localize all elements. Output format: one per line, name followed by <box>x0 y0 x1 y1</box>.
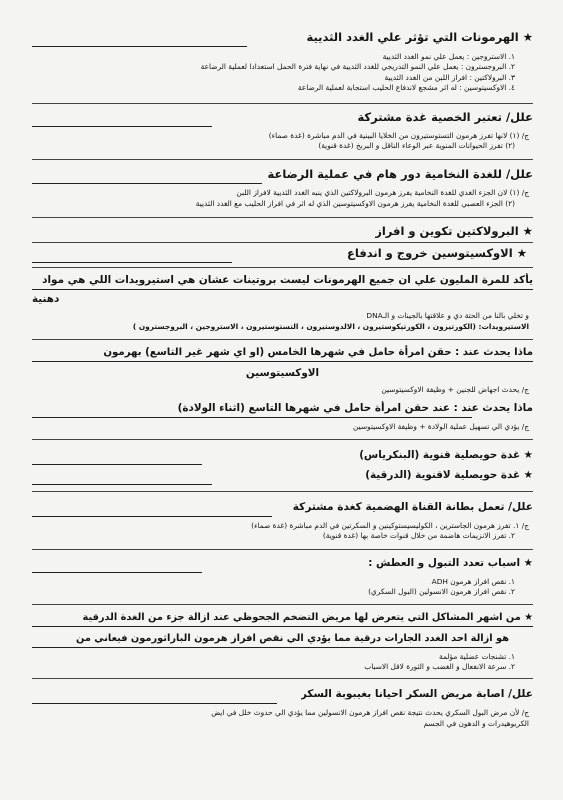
divider <box>32 484 212 485</box>
section-heading-continued: الاوكسيتوسين <box>245 367 320 380</box>
answer-line: الكربوهيدرات و الدهون في الجسم <box>423 718 529 728</box>
divider <box>32 361 533 362</box>
list-item: ١. تشنجات عضلية مؤلمة <box>439 651 515 661</box>
divider <box>32 626 533 627</box>
section-heading: علل/ تعمل بطانة القناة الهضمية كغدة مشتركة <box>292 500 533 513</box>
divider <box>32 242 533 243</box>
section-heading-continued: دهنية <box>32 293 60 306</box>
section-heading: ★ اسباب تعدد التبول و العطش : <box>368 556 533 569</box>
section-heading: ★ غدة حويصلية لاقنوية (الدرقية) <box>365 468 533 481</box>
answer-line: ج/ يؤدي الي تسهيل عملية الولادة + وظيفة الاوكسيتوسين <box>352 422 529 432</box>
divider <box>32 678 533 679</box>
section-heading: ★ من اشهر المشاكل التي يتعرض لها مريض التضخم الجحوظي عند ازالة جزء من الغدة الدرقية <box>82 611 533 623</box>
section-parathyroid <box>32 631 533 673</box>
divider <box>32 217 533 218</box>
answer-line: (٢) تفرز الحيوانات المنوية عبر الوعاء الناقل و البربخ (غدة قنوية) <box>318 141 515 151</box>
divider <box>32 46 247 47</box>
section-testis-mixed-gland <box>32 110 533 152</box>
section-gut-lining <box>32 500 533 542</box>
answer-line: ج/ يحدث اجهاض للجنين + وظيفة الاوكسيتوسين <box>381 385 529 395</box>
section-heading: يأكد للمرة المليون علي ان جميع الهرمونات ليست بروتينات عشان هي استيرويدات اللي هي مواد <box>42 274 533 287</box>
divider <box>32 289 533 290</box>
section-hormones-affecting-mammary <box>32 30 533 94</box>
answer-line: ج/ ١. تفرز هرمون الجاسترين ، الكوليسيستوكينين و السكرتين في الدم مباشرة (غدة صماء) <box>251 520 529 530</box>
answer-line: ج/ لأن مرض البول السكري يحدث نتيجة نقص افراز هرمون الانسولين مما يؤدي الي حدوث خلل في ايض <box>211 708 529 718</box>
note-line: الاستيرويدات: (الكورتيزون ، الكورتيكوستيرون ، الالدوستيرون ، التستوستيرون ، الاستروجين ، البروجسترون ) <box>132 321 529 331</box>
section-thyroid <box>32 468 533 485</box>
divider <box>32 267 533 268</box>
divider <box>32 604 533 605</box>
section-heading: ★ الهرمونات التي تؤثر علي الغدد الثديية <box>306 30 533 44</box>
section-oxytocin <box>32 246 533 263</box>
divider <box>32 439 533 440</box>
divider <box>32 572 202 573</box>
section-heading: ماذا يحدث عند : حقن امرأة حامل في شهرها الخامس (او اي شهر غير التاسع) بهرمون <box>103 347 533 359</box>
answer-line: ج/ (١) لان الجزء الغدي للغدة النخامية يفرز هرمون البرولاكتين الذي ينبه الغدد الثديية لافراز اللبن <box>236 188 529 198</box>
divider <box>32 183 262 184</box>
divider <box>32 126 212 127</box>
divider <box>32 159 533 160</box>
section-heading: علل/ للغدة النخامية دور هام في عملية الرضاعة <box>267 167 533 182</box>
section-heading: ★ البرولاكتين تكوين و افراز <box>375 224 533 239</box>
divider <box>32 262 232 263</box>
section-thyroid-surgery <box>32 610 533 627</box>
section-diabetic-coma <box>32 687 533 729</box>
list-item: ٢. البروجسترون : يعمل علي النمو التدريجي للغدد الثديية في نهاية فترة الحمل استعدادا لعملية الرضاعة <box>200 62 515 72</box>
section-heading: علل/ تعتبر الخصية غدة مشتركة <box>357 109 533 124</box>
divider <box>32 464 202 465</box>
divider <box>32 491 533 492</box>
answer-line: ج/ (١) لانها تفرز هرمون التستوستيرون من الخلايا البينية في الدم مباشرة (غدة صماء) <box>268 130 529 140</box>
list-item: ٤. الاوكسيتوسين : له اثر مشجع لاندفاع الحليب استجابة لعملية الرضاعة <box>297 83 515 93</box>
note-line: و تخلي بالنا من الحتة دي و علاقتها بالجينات و الـDNA <box>366 311 529 321</box>
list-item: ٢. سرعة الانفعال و الغضب و الثورة لاقل الاسباب <box>364 661 515 671</box>
answer-line: (٢) الجزء العصبي للغدة النخامية يفرز هرمون الاوكسيتوسين الذي له اثر في افراز الحليب مع الغدد الثديية <box>195 198 515 208</box>
divider <box>32 103 533 104</box>
section-oxytocin-ninth-month <box>32 401 533 432</box>
divider <box>32 516 272 517</box>
section-steroid-hormones <box>32 273 533 332</box>
section-prolactin <box>32 224 533 239</box>
divider <box>32 339 533 340</box>
divider <box>32 703 277 704</box>
section-pituitary-lactation <box>32 167 533 209</box>
section-heading: ★ غدة حويصلية قنوية (البنكرياس) <box>359 448 533 461</box>
section-heading: ★ الاوكسيتوسين خروج و اندفاع <box>347 246 527 261</box>
section-heading: هو ازالة احد الغدد الجارات درقية مما يؤدي الي نقص افراز هرمون الباراثورمون فيعاني من <box>76 632 509 644</box>
section-oxytocin-fifth-month <box>32 345 533 395</box>
answer-line: ٢. تفرز الانزيمات هاضمة من خلال قنوات خاصة بها (غدة قنوية) <box>322 531 515 541</box>
section-heading: ماذا يحدث عند : عند حقن امرأة حامل في شهرها التاسع (اثناء الولادة) <box>177 402 533 415</box>
divider <box>32 417 472 418</box>
section-pancreas <box>32 448 533 465</box>
section-heading: علل/ اصابة مريض السكر احيانا بغيبوبة السكر <box>300 688 533 701</box>
list-item: ١. نقص افراز هرمون ADH <box>431 576 515 586</box>
list-item: ٣. البرولاكتين : افراز اللبن من الغدد الثديية <box>384 72 515 82</box>
list-item: ٢. نقص افراز هرمون الانسولين (البول السكري) <box>368 587 515 597</box>
section-polyuria <box>32 556 533 598</box>
divider <box>32 549 533 550</box>
list-item: ١. الاستروجين : يعمل علي نمو الغدد الثديية <box>382 52 515 61</box>
divider <box>32 647 492 648</box>
